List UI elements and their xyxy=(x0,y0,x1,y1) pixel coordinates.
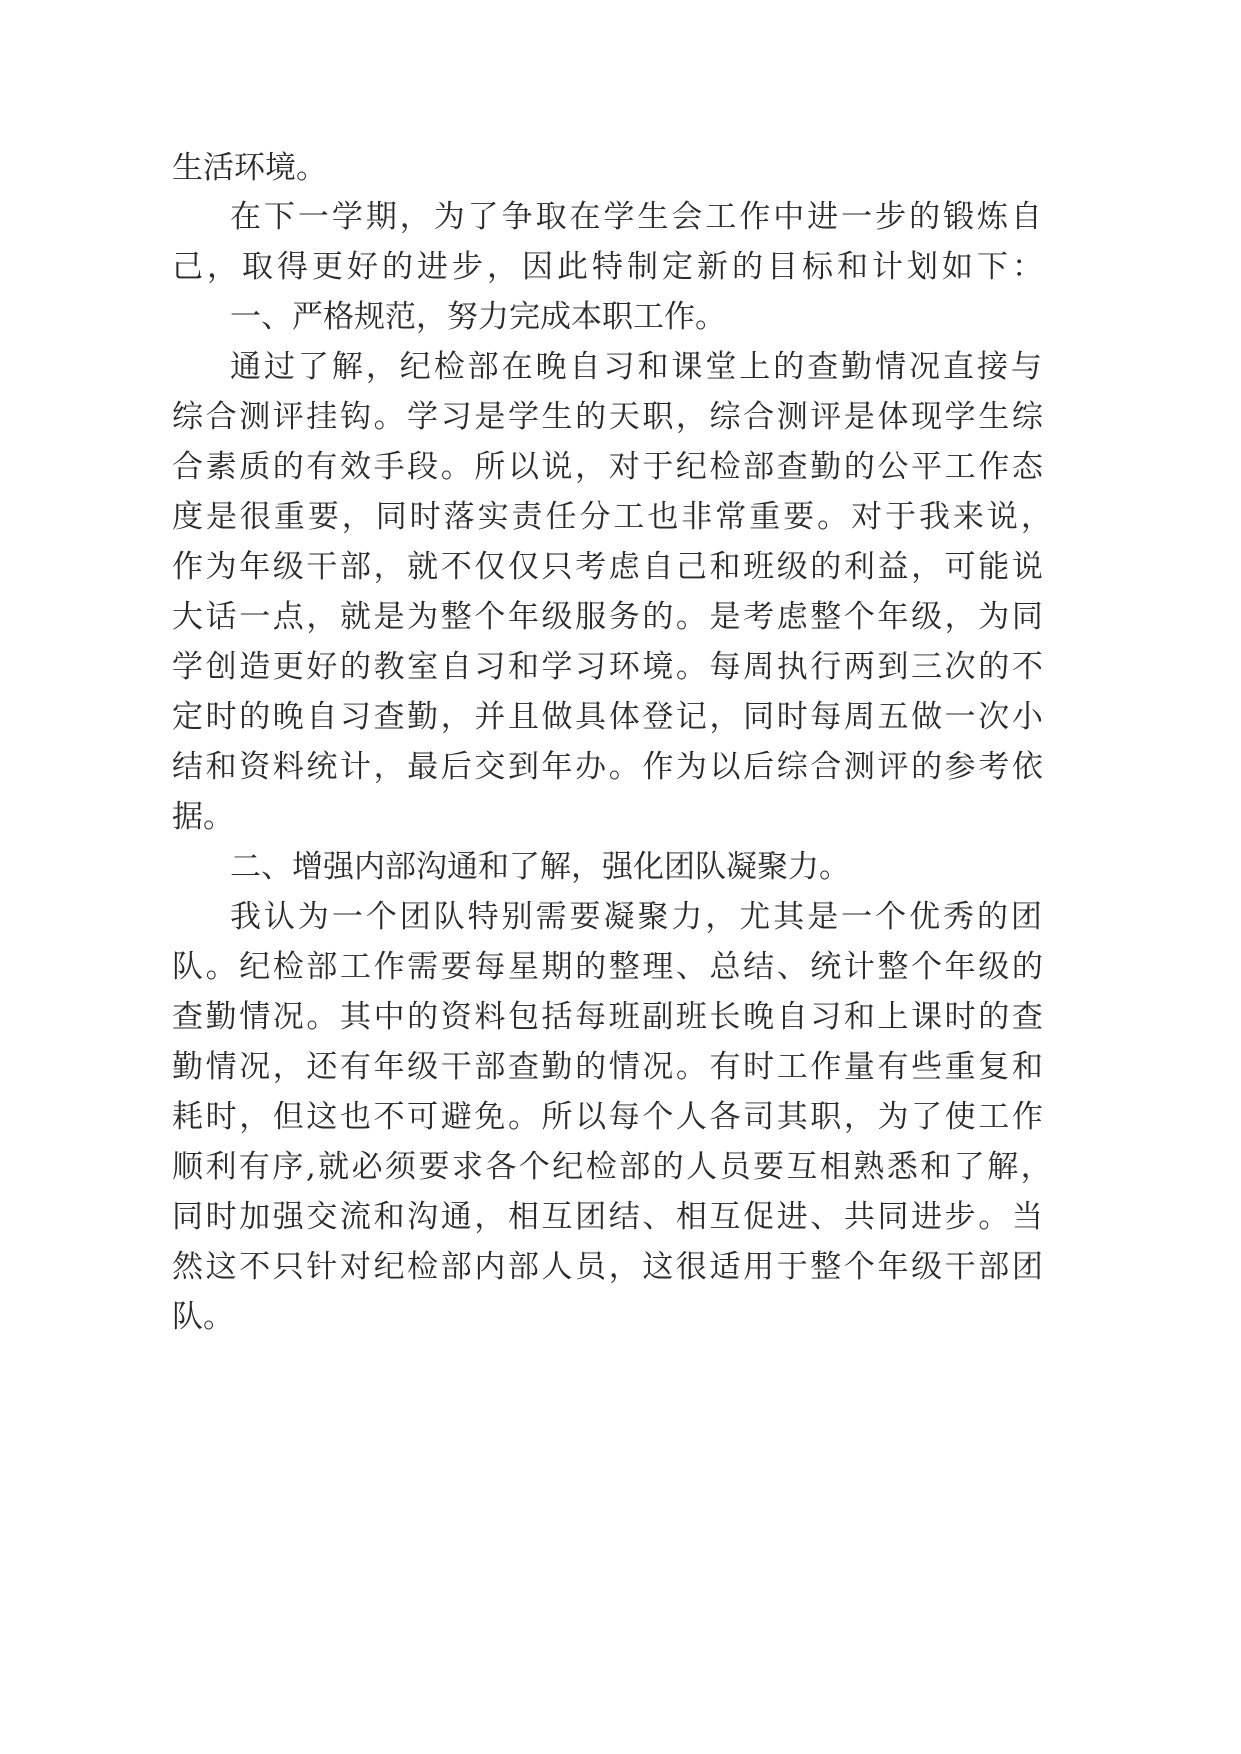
text-line-content: 据。 xyxy=(172,799,234,835)
text-line-content: 我 认 为 一 个 团 队 特 别 需 要 凝 聚 力 ， 尤 其 是 一 个 优 秀 的 团 xyxy=(230,899,1042,935)
text-line-content: 定 时 的 晚 自 习 查 勤 ， 并 且 做 具 体 登 记 ， 同 时 每 周 五 做 一 次 小 xyxy=(172,699,1043,735)
text-line-content: 度 是 很 重 要 ， 同 时 落 实 责 任 分 工 也 非 常 重 要 。 对 于 我 来 说 ， xyxy=(172,499,1052,535)
text-line-content: 查 勤 情 况 。 其 中 的 资 料 包 括 每 班 副 班 长 晚 自 习 和 上 课 时 的 查 xyxy=(172,999,1043,1035)
text-line-content: 结 和 资 料 统 计 ， 最 后 交 到 年 办 。 作 为 以 后 综 合 测 评 的 参 考 依 xyxy=(172,749,1043,785)
text-line-content: 作 为 年 级 干 部 ， 就 不 仅 仅 只 考 虑 自 己 和 班 级 的 利 益 ， 可 能 说 xyxy=(172,549,1043,585)
text-line-content: 合 素 质 的 有 效 手 段 。 所 以 说 ， 对 于 纪 检 部 查 勤 的 公 平 工 作 态 xyxy=(172,449,1043,485)
text-line-content: 然 这 不 只 针 对 纪 检 部 内 部 人 员 ， 这 很 适 用 于 整 个 年 级 干 部 团 xyxy=(172,1249,1043,1285)
text-line-content: 生活环境。 xyxy=(172,150,327,186)
text-line-content: 己 ， 取 得 更 好 的 进 步 ， 因 此 特 制 定 新 的 目 标 和 计 划 如 下 ： xyxy=(172,249,1043,285)
text-line-content: 大 话 一 点 ， 就 是 为 整 个 年 级 服 务 的 。 是 考 虑 整 个 年 级 ， 为 同 xyxy=(172,599,1043,635)
text-line-content: 耗 时 ， 但 这 也 不 可 避 免 。 所 以 每 个 人 各 司 其 职 ， 为 了 使 工 作 xyxy=(172,1099,1043,1135)
text-line-content: 在 下 一 学 期 ， 为 了 争 取 在 学 生 会 工 作 中 进 一 步 的 锻 炼 自 xyxy=(230,199,1042,235)
text-line-content: 综 合 测 评 挂 钩 。 学 习 是 学 生 的 天 职 ， 综 合 测 评 是 体 现 学 生 综 xyxy=(172,399,1043,435)
text-line-content: 队。 xyxy=(172,1299,234,1335)
text-line-content: 学 创 造 更 好 的 教 室 自 习 和 学 习 环 境 。 每 周 执 行 两 到 三 次 的 不 xyxy=(172,649,1043,685)
text-line-content: 勤 情 况 ， 还 有 年 级 干 部 查 勤 的 情 况 。 有 时 工 作 量 有 些 重 复 和 xyxy=(172,1049,1043,1085)
text-line-content: 顺 利 有 序 , 就 必 须 要 求 各 个 纪 检 部 的 人 员 要 互 相 熟 悉 和 了 解 ， xyxy=(172,1149,1052,1185)
text-line-content: 一、严格规范，努力完成本职工作。 xyxy=(230,299,726,335)
text-line-content: 队 。 纪 检 部 工 作 需 要 每 星 期 的 整 理 、 总 结 、 统 计 整 个 年 级 的 xyxy=(172,949,1043,985)
text-line xyxy=(0,1285,1241,1349)
text-line-content: 二、增强内部沟通和了解，强化团队凝聚力。 xyxy=(230,849,850,885)
text-line-content: 通 过 了 解 ， 纪 检 部 在 晚 自 习 和 课 堂 上 的 查 勤 情 况 直 接 与 xyxy=(230,349,1042,385)
text-line-content: 同 时 加 强 交 流 和 沟 通 ， 相 互 团 结 、 相 互 促 进 、 共 同 进 步 。 当 xyxy=(172,1199,1043,1235)
